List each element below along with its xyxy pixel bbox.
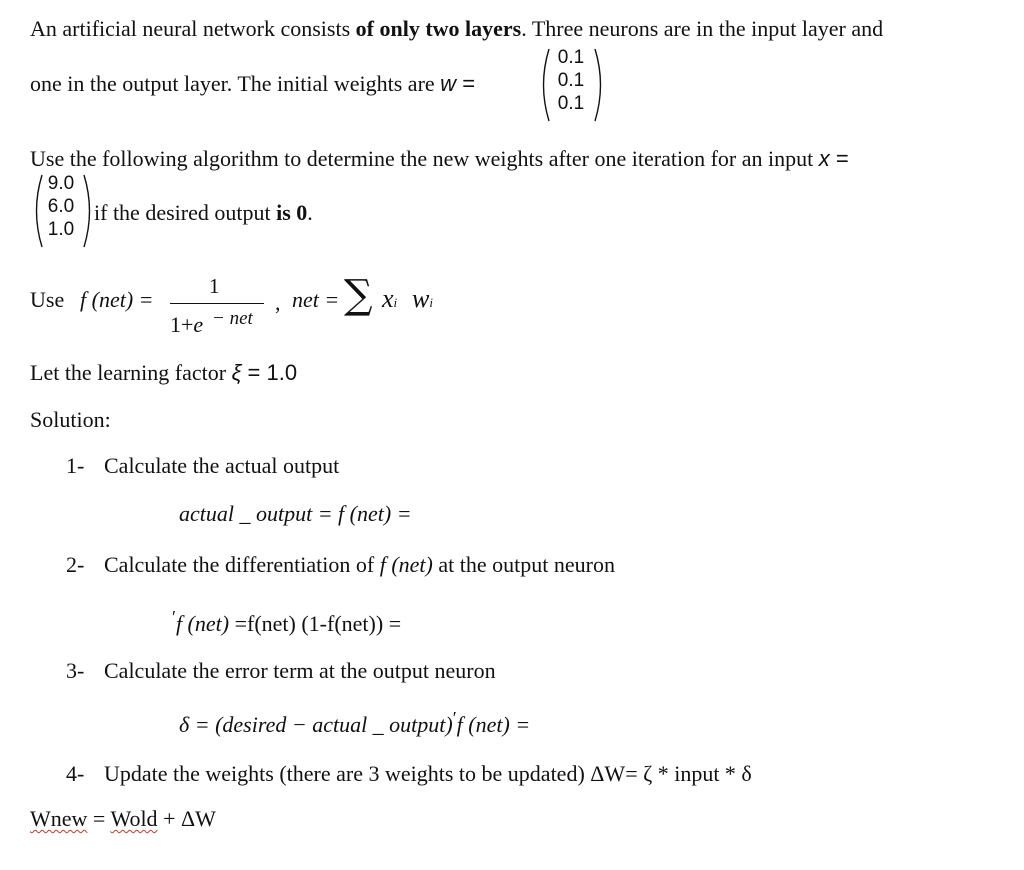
learning-value: = 1.0 xyxy=(241,360,298,385)
weight-value: 0.1 xyxy=(557,93,585,114)
step-1 xyxy=(66,453,340,479)
w-var xyxy=(412,284,433,314)
step-number: 4- xyxy=(66,761,85,786)
w-equals: = xyxy=(462,71,476,96)
intro-text-post: . Three neurons are in the input layer and xyxy=(521,16,884,41)
step2-fn: f (net) xyxy=(379,552,433,577)
step2-pre: Calculate the differentiation of xyxy=(104,552,380,577)
left-paren xyxy=(537,47,551,123)
algorithm-line xyxy=(30,146,849,172)
step-text xyxy=(104,552,615,578)
solution-label: Solution: xyxy=(30,407,111,432)
error-rhs: f (net) = xyxy=(456,712,531,737)
intro-line-2 xyxy=(30,71,475,97)
weight-value: 0.1 xyxy=(557,70,585,91)
desired-output-text xyxy=(94,200,313,226)
wnew-term: Wnew xyxy=(30,806,88,831)
denom-exponent: − net xyxy=(212,308,253,329)
right-paren xyxy=(593,47,607,123)
weight-value: 0.1 xyxy=(557,47,585,68)
x-symbol: x xyxy=(818,146,830,171)
xi-symbol: ξ xyxy=(231,360,242,385)
fraction-denominator xyxy=(170,312,203,338)
x-letter: x xyxy=(382,284,394,313)
intro-bold: of only two layers xyxy=(355,16,522,41)
input-vector xyxy=(30,173,96,249)
step2-post: at the output neuron xyxy=(432,552,615,577)
step-number: 3- xyxy=(66,658,85,683)
desired-bold: is 0 xyxy=(276,200,308,225)
left-paren xyxy=(30,173,44,249)
x-var xyxy=(382,284,397,314)
desired-pre: if the desired output xyxy=(94,200,277,225)
step-3 xyxy=(66,658,496,684)
learning-text: Let the learning factor xyxy=(30,360,232,385)
derivative-rest: =f(net) (1-f(net)) = xyxy=(229,611,402,636)
step-number: 2- xyxy=(66,552,85,577)
fraction-bar xyxy=(170,303,264,304)
update-delta: + ΔW xyxy=(157,806,216,831)
update-equals: = xyxy=(87,806,111,831)
input-value: 9.0 xyxy=(47,173,75,194)
denom-e: e xyxy=(193,312,204,337)
intro-line-1 xyxy=(30,16,883,42)
weight-update-rule xyxy=(30,806,216,832)
step-2 xyxy=(66,552,615,578)
equation-error-term xyxy=(179,708,530,738)
w-letter: w xyxy=(412,284,430,313)
prime-mark: ′ xyxy=(172,607,176,627)
intro-text: An artificial neural network consists xyxy=(30,16,356,41)
weights-vector xyxy=(537,47,607,123)
sigma-symbol: ∑ xyxy=(344,272,373,318)
denom-base: 1+ xyxy=(170,312,194,337)
w-symbol: w xyxy=(440,71,457,96)
step-text: Calculate the actual output xyxy=(104,453,340,478)
equation-actual-output: actual _ output = f (net) = xyxy=(179,501,412,526)
formula-comma: , xyxy=(275,290,281,315)
algorithm-text: Use the following algorithm to determine the new weights after one iteration for an input xyxy=(30,146,819,171)
learning-factor-line xyxy=(30,360,297,386)
step-text: Calculate the error term at the output neuron xyxy=(104,658,496,683)
equation-derivative xyxy=(172,607,401,637)
step-text: Update the weights (there are 3 weights to be updated) ΔW= ζ * input * δ xyxy=(104,761,752,786)
step-4 xyxy=(66,761,752,787)
prime-mark: ′ xyxy=(452,708,457,728)
w-subscript: i xyxy=(429,295,433,310)
x-equals: = xyxy=(835,146,849,171)
input-value: 1.0 xyxy=(47,219,75,240)
step-number: 1- xyxy=(66,453,85,478)
input-value: 6.0 xyxy=(47,196,75,217)
desired-post: . xyxy=(307,200,313,225)
derivative-fn: f (net) xyxy=(175,611,230,636)
wold-term: Wold xyxy=(110,806,158,831)
intro-line2-text: one in the output layer. The initial weights are xyxy=(30,71,441,96)
f-lhs: f (net) = xyxy=(80,287,154,312)
x-subscript: i xyxy=(393,295,398,310)
use-label: Use xyxy=(30,287,65,312)
fraction-numerator: 1 xyxy=(209,274,220,298)
net-lhs: net = xyxy=(292,287,340,312)
error-lhs: δ = (desired − actual _ output) xyxy=(179,712,453,737)
